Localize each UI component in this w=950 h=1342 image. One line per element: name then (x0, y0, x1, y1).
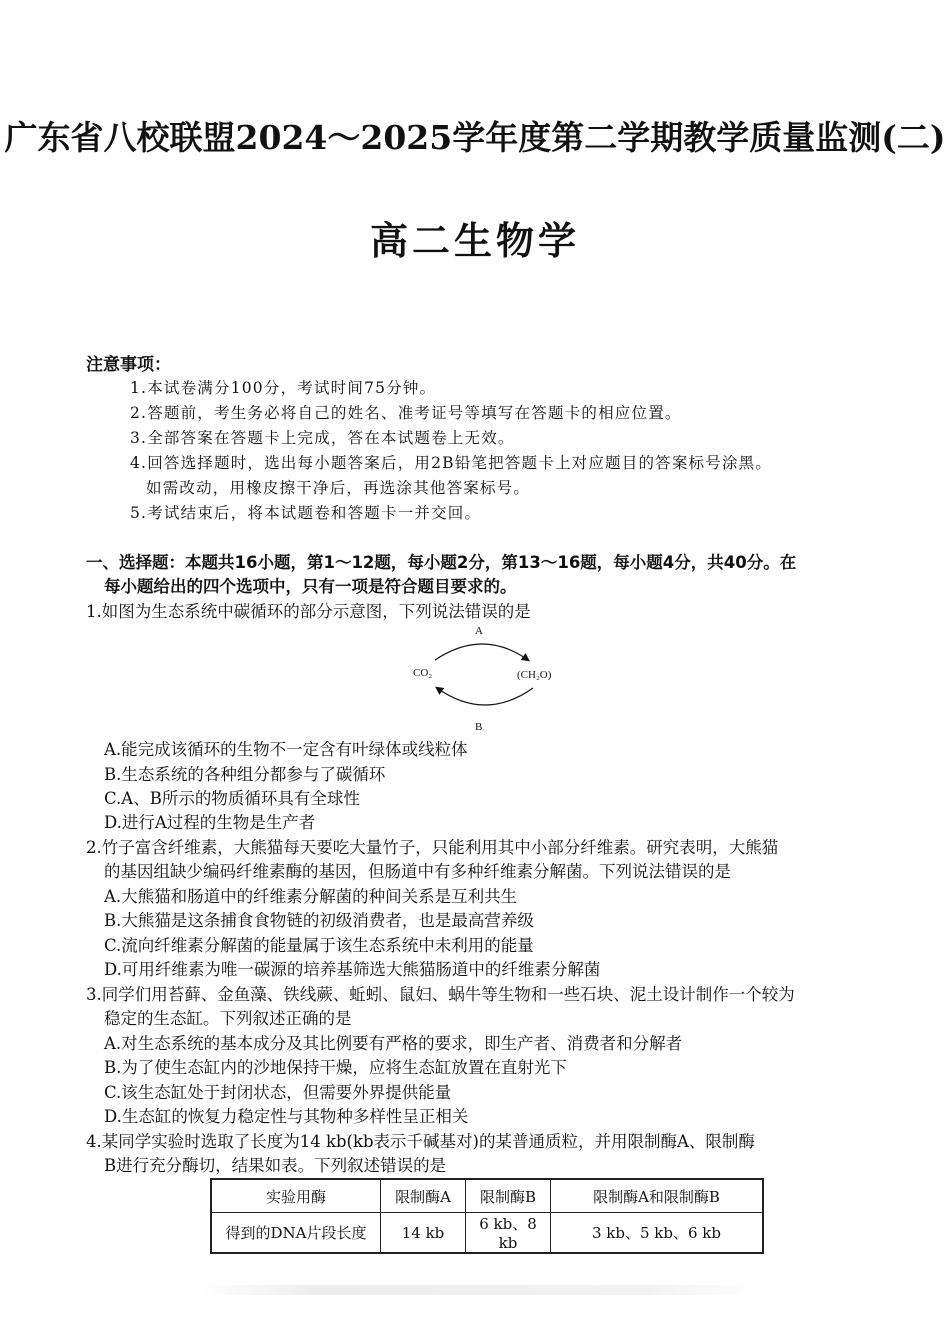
table-cell: 14 kb (381, 1213, 466, 1254)
table-header-cell: 实验用酶 (211, 1179, 381, 1213)
table-row (211, 1213, 763, 1254)
table-header-cell: 限制酶A (381, 1179, 466, 1213)
section-heading-cont: 每小题给出的四个选项中，只有一项是符合题目要求的。 (104, 577, 517, 596)
notice-item: 1.本试卷满分100分，考试时间75分钟。 (130, 379, 437, 397)
carbon-cycle-diagram (395, 618, 575, 738)
option: B.为了使生态缸内的沙地保持干燥，应将生态缸放置在直射光下 (104, 1058, 567, 1077)
question-2-stem-cont: 的基因组缺少编码纤维素酶的基因，但肠道中有多种纤维素分解菌。下列说法错误的是 (104, 862, 731, 881)
footer-shadow (200, 1285, 760, 1295)
question-3-stem-cont: 稳定的生态缸。下列叙述正确的是 (104, 1009, 352, 1028)
question-4-stem: 4.某同学实验时选取了长度为14 kb(kb表示千碱基对)的某普通质粒，并用限制酶A、限制酶 (86, 1132, 755, 1151)
subject-title: 高二生物学 (369, 219, 580, 263)
option: A.能完成该循环的生物不一定含有叶绿体或线粒体 (104, 740, 468, 759)
section-heading: 一、选择题：本题共16小题，第1～12题，每小题2分，第13～16题，每小题4分，共40分。在 (86, 553, 797, 572)
option: B.生态系统的各种组分都参与了碳循环 (104, 765, 386, 784)
notice-item: 3.全部答案在答题卡上完成，答在本试题卷上无效。 (130, 429, 515, 447)
table-cell: 3 kb、5 kb、6 kb (551, 1213, 764, 1254)
notice-item: 如需改动，用橡皮擦干净后，再选涂其他答案标号。 (146, 479, 531, 497)
label-b: B (475, 721, 483, 733)
table-header-cell: 限制酶A和限制酶B (551, 1179, 764, 1213)
table-header-cell: 限制酶B (466, 1179, 551, 1213)
question-4-stem-cont: B进行充分酶切，结果如表。下列叙述错误的是 (104, 1156, 447, 1175)
option: D.生态缸的恢复力稳定性与其物种多样性呈正相关 (104, 1107, 469, 1126)
question-2-stem: 2.竹子富含纤维素，大熊猫每天要吃大量竹子，只能利用其中小部分纤维素。研究表明，大熊猫 (86, 838, 779, 857)
label-co2: CO₂ (413, 667, 433, 679)
exam-title: 广东省八校联盟2024～2025学年度第二学期教学质量监测(二) (4, 118, 946, 157)
arrow-a (435, 644, 528, 660)
enzyme-result-table (210, 1178, 764, 1254)
option: B.大熊猫是这条捕食食物链的初级消费者，也是最高营养级 (104, 911, 534, 930)
label-a: A (475, 625, 483, 637)
option: D.可用纤维素为唯一碳源的培养基筛选大熊猫肠道中的纤维素分解菌 (104, 960, 601, 979)
table-header-row (211, 1179, 763, 1213)
option: D.进行A过程的生物是生产者 (104, 813, 316, 832)
option: A.对生态系统的基本成分及其比例要有严格的要求，即生产者、消费者和分解者 (104, 1034, 683, 1053)
notice-item: 4.回答选择题时，选出每小题答案后，用2B铅笔把答题卡上对应题目的答案标号涂黑。 (130, 454, 773, 472)
question-1-stem: 1.如图为生态系统中碳循环的部分示意图，下列说法错误的是 (86, 602, 531, 621)
question-3-stem: 3.同学们用苔藓、金鱼藻、铁线蕨、蚯蚓、鼠妇、蜗牛等生物和一些石块、泥土设计制作一个较为 (86, 985, 795, 1004)
option: C.该生态缸处于封闭状态，但需要外界提供能量 (104, 1083, 452, 1102)
table-cell: 6 kb、8 kb (466, 1213, 551, 1254)
table-cell: 得到的DNA片段长度 (211, 1213, 381, 1254)
arrow-b (437, 688, 533, 705)
option: C.流向纤维素分解菌的能量属于该生态系统中未利用的能量 (104, 936, 534, 955)
option: A.大熊猫和肠道中的纤维素分解菌的种间关系是互利共生 (104, 887, 518, 906)
notice-heading: 注意事项： (86, 355, 171, 375)
notice-item: 5.考试结束后，将本试题卷和答题卡一并交回。 (130, 504, 482, 522)
option: C.A、B所示的物质循环具有全球性 (104, 789, 360, 808)
notice-item: 2.答题前，考生务必将自己的姓名、准考证号等填写在答题卡的相应位置。 (130, 404, 682, 422)
label-ch2o: (CH₂O) (517, 669, 552, 681)
